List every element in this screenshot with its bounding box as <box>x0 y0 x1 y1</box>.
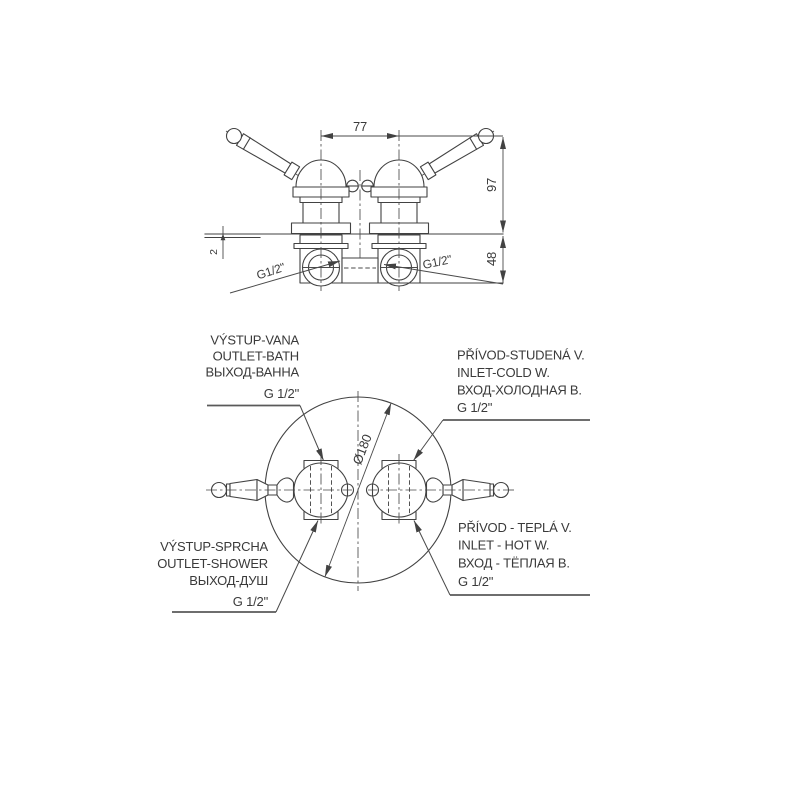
dim-height-97 <box>484 137 503 233</box>
label-outlet-shower-cz: VÝSTUP-SPRCHA <box>160 539 268 554</box>
body-connector <box>342 258 378 283</box>
label-inlet-cold-en: INLET-COLD W. <box>457 365 550 380</box>
label-outlet-bath-en: OUTLET-BATH <box>212 348 299 364</box>
dim-width-label: 77 <box>352 119 368 134</box>
dim-plate-2 <box>208 226 225 259</box>
label-outlet-bath-cz: VÝSTUP-VANA <box>210 332 299 348</box>
label-outlet-bath-thread: G 1/2" <box>263 386 299 401</box>
dim-48-label: 48 <box>484 251 499 267</box>
plan-valve-right <box>367 454 515 526</box>
leader-outlet-shower <box>276 521 318 613</box>
dim-height-48 <box>484 236 503 283</box>
leader-inlet-hot <box>414 521 450 596</box>
label-outlet-bath <box>205 333 299 402</box>
dim-2-label: 2 <box>208 249 220 255</box>
label-inlet-cold-cz: PŘÍVOD-STUDENÁ V. <box>457 347 585 363</box>
label-inlet-cold <box>457 348 585 416</box>
label-outlet-bath-ru: ВЫХОД-ВАННА <box>205 364 299 380</box>
label-inlet-hot-thread: G 1/2" <box>458 574 494 589</box>
label-inlet-cold-ru: ВХОД-ХОЛОДНАЯ В. <box>457 382 582 398</box>
label-inlet-hot-ru: ВХОД - ТЁПЛАЯ В. <box>458 555 570 571</box>
label-inlet-cold-thread: G 1/2" <box>457 400 493 415</box>
dim-97-label: 97 <box>484 177 499 193</box>
label-outlet-shower-en: OUTLET-SHOWER <box>157 556 268 571</box>
dim-width-77 <box>321 119 503 136</box>
label-inlet-hot-en: INLET - HOT W. <box>458 537 550 553</box>
label-outlet-shower-thread: G 1/2" <box>232 594 268 609</box>
label-inlet-hot-cz: PŘÍVOD - TEPLÁ V. <box>458 520 572 535</box>
leader-inlet-cold <box>414 420 444 461</box>
leader-outlet-bath <box>300 406 324 461</box>
label-outlet-shower <box>157 539 268 609</box>
thread-left-label: G1/2" <box>254 260 287 283</box>
label-inlet-hot <box>458 520 572 589</box>
dim-diameter-label: Ø180 <box>349 432 375 467</box>
label-outlet-shower-ru: ВЫХОД-ДУШ <box>189 573 268 588</box>
plan-view <box>157 333 590 613</box>
plan-valve-left <box>206 454 354 526</box>
front-view <box>205 119 503 293</box>
front-valve-left <box>226 129 358 292</box>
thread-right-label: G1/2" <box>421 252 453 272</box>
